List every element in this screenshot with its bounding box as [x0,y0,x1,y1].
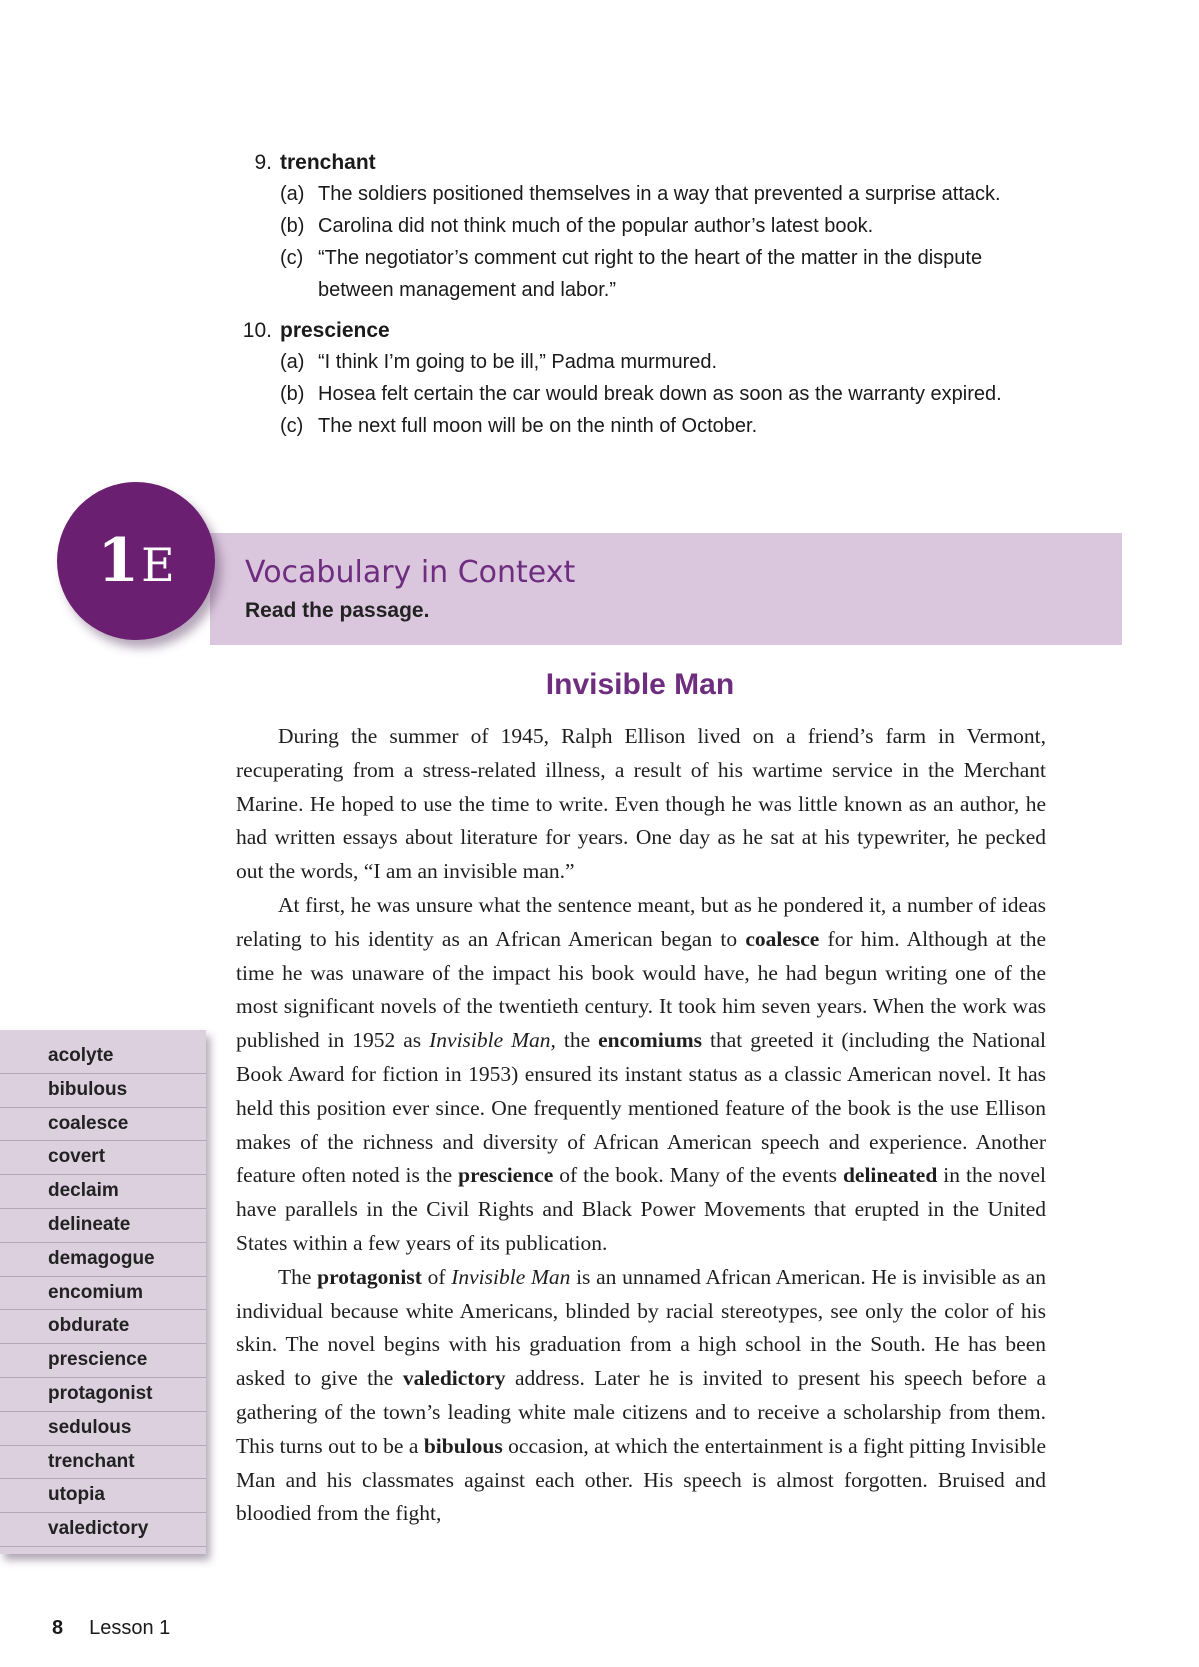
answer-option [280,410,1060,442]
passage-paragraph [236,889,1046,1261]
vocab-word: bibulous [423,1433,503,1458]
section-badge [57,482,215,640]
option-text: The soldiers positioned themselves in a way that prevented a surprise attack. [318,183,1001,205]
option-text: Carolina did not think much of the popular author’s latest book. [318,215,874,237]
passage-text: for him. Although at the time he was unaware of the impact his book would have, he had begun writing one of the most significant novels of the twentieth century. It took him seven years. When the work was published in 1952 as [236,926,1046,1053]
question-word: prescience [280,319,390,342]
book-title: Invisible Man, [429,1028,556,1053]
passage-text: During the summer of 1945, Ralph Ellison lived on a friend’s farm in Vermont, recuperating from a stress-related illness, a result of his wartime service in the Merchant Marine. He hoped to use the time to write. Even though he was little known as an author, he had written essays about literature for years. One day as he sat at his typewriter, he pecked out the words, “I am an invisible man.” [236,724,1046,884]
passage-text: address. Later he is invited to present his speech before a gathering of the town’s leading white male citizens and to receive a scholarship from them. This turns out to be a [236,1366,1046,1458]
passage-text: that greeted it (including the National Book Award for fiction in 1953) ensured its instant status as a classic American novel. It has held this position ever since. One frequently mentioned feature of the book is the use Ellison makes of the richness and diversity of African American speech and experience. Another feature often noted is the [236,1028,1046,1188]
word-list-box [0,1030,206,1554]
option-letter: (c) [280,247,304,269]
book-title: Invisible Man [451,1264,571,1289]
lesson-label: Lesson 1 [89,1617,171,1639]
passage-text: the [555,1028,599,1053]
answer-option [280,346,1060,378]
option-letter: (b) [280,215,305,237]
question-heading [240,148,1060,178]
vocab-word: coalesce [745,926,820,951]
page-footer [52,1617,170,1640]
word-list-item: delineate [0,1209,206,1243]
option-text: “I think I’m going to be ill,” Padma murmured. [318,351,718,373]
badge-letter: E [141,538,175,592]
option-letter: (b) [280,383,305,405]
passage-title: Invisible Man [545,668,735,701]
word-list-item: declaim [0,1175,206,1209]
answer-option [280,378,1060,410]
passage-text: occasion, at which the entertainment is a fight pitting Invisible Man and his classmates against each other. His speech is almost forgotten. Bruised and bloodied from the fight, [236,1433,1046,1526]
word-list-item: coalesce [0,1108,206,1142]
vocab-word: delineated [842,1163,938,1188]
option-text-continued: between management and labor.” [318,279,616,301]
question-word: trenchant [280,151,376,174]
vocab-word: encomiums [598,1028,703,1053]
word-list-item: bibulous [0,1074,206,1108]
section-banner [210,533,1122,645]
word-list-item: utopia [0,1479,206,1513]
passage-text: of [421,1264,452,1289]
word-list-item: obdurate [0,1310,206,1344]
answer-option [280,242,1060,306]
word-list-item: trenchant [0,1446,206,1480]
question-number: 9. [254,151,272,174]
badge-number: 1 [97,526,140,596]
option-text-block [318,242,1060,306]
word-list-item: covert [0,1141,206,1175]
passage-text: At first, he was unsure what the sentence meant, but as he pondered it, a number of ideas relating to his identity as an African American began to [236,892,1046,951]
passage-text: is an unnamed African American. He is invisible as an individual because white Americans, blinded by racial stereotypes, see only the color of his skin. The novel begins with his graduation from a high school in the South. He has been asked to give the [236,1264,1046,1391]
section-instruction: Read the passage. [245,599,430,622]
word-list-item: prescience [0,1344,206,1378]
option-letter: (a) [280,183,305,205]
page-number: 8 [52,1617,64,1639]
vocab-word: valedictory [402,1366,506,1391]
question-number: 10. [242,319,272,342]
question-heading [240,316,1060,346]
option-text: The next full moon will be on the ninth of October. [318,415,758,437]
answer-option [280,210,1060,242]
vocab-word: prescience [458,1163,554,1188]
question-item [240,316,1060,442]
word-list [0,1030,206,1547]
passage-paragraph [236,1261,1046,1531]
word-list-item: acolyte [0,1040,206,1074]
word-list-item: valedictory [0,1513,206,1547]
passage-text: of the book. Many of the events [553,1163,843,1188]
question-item [240,148,1060,306]
passage-text: The [278,1264,318,1289]
word-list-item: sedulous [0,1412,206,1446]
answer-option [280,178,1060,210]
option-letter: (c) [280,415,304,437]
question-list [240,148,1060,452]
option-text: Hosea felt certain the car would break down as soon as the warranty expired. [318,383,1002,405]
section-title: Vocabulary in Context [245,555,576,590]
passage-paragraph [236,720,1046,889]
passage-body [236,720,1046,1531]
option-text: “The negotiator’s comment cut right to the heart of the matter in the dispute [318,247,983,269]
passage-text: in the novel have parallels in the Civil Rights and Black Power Movements that erupted in the United States within a few years of its publication. [236,1163,1046,1255]
word-list-item: protagonist [0,1378,206,1412]
word-list-item: encomium [0,1277,206,1311]
vocab-word: protagonist [317,1264,422,1289]
word-list-item: demagogue [0,1243,206,1277]
option-letter: (a) [280,351,305,373]
